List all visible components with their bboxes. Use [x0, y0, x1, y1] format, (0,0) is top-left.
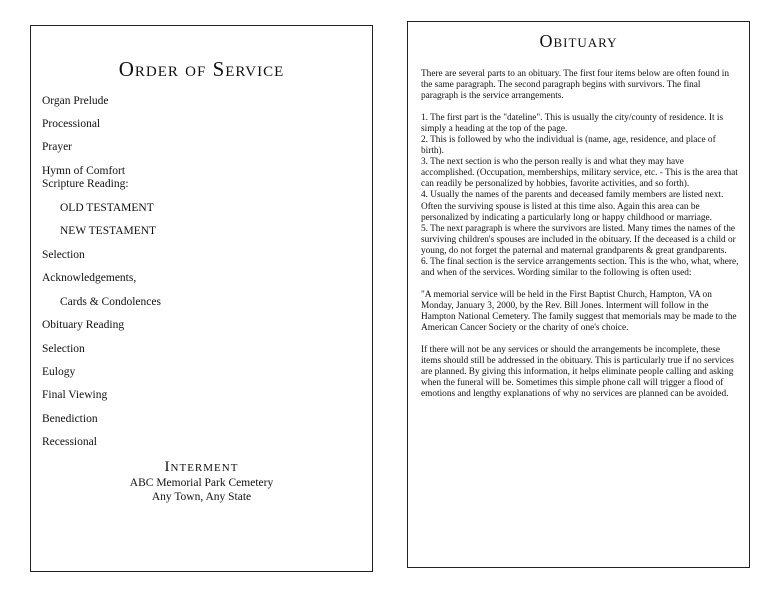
obituary-point: 1. The first part is the "dateline". This is usually the city/county of residence. It is simply a heading at the top of the page.: [421, 113, 724, 135]
interment-heading: Interment: [164, 459, 239, 475]
service-order-item: Eulogy: [42, 366, 76, 378]
interment-location: Any Town, Any State: [151, 491, 252, 503]
service-order-item: NEW TESTAMENT: [60, 225, 157, 237]
service-order-item: Organ Prelude: [42, 95, 109, 107]
obituary-point: 3. The next section is who the person really is and what they may have accomplished. (Occupation, memberships, military service, etc. - This is the area that can readily be personalized by hobbies, favorite activities, and so forth).: [421, 157, 738, 190]
service-order-item: Prayer: [42, 141, 73, 153]
obituary-example-quote: "A memorial service will be held in the First Baptist Church, Hampton, VA on Monday, January 3, 2000, by the Rev. Bill Jones. Interment will follow in the Hampton National Cemetery. The family suggest that memorials may be made to the American Cancer Society or the charity of one's choice.: [421, 289, 737, 333]
service-order-item: Scripture Reading:: [42, 178, 129, 190]
service-order-item: Recessional: [42, 436, 97, 448]
obituary-point: 6. The final section is the service arrangements section. This is the who, what, where, and when of the services. Wording similar to the following is often used:: [421, 256, 739, 278]
obituary-page: [407, 21, 750, 568]
service-order-item: Final Viewing: [42, 389, 108, 401]
service-order-item: OLD TESTAMENT: [60, 202, 154, 214]
order-of-service-page: [30, 25, 373, 572]
service-order-item: Cards & Condolences: [60, 296, 161, 308]
obituary-intro: There are several parts to an obituary. The first four items below are often found in the same paragraph. The second paragraph begins with survivors. The final paragraph is the service arrangements.: [421, 69, 729, 102]
obituary-points: [421, 113, 739, 279]
service-order-item: Acknowledgements,: [42, 272, 137, 284]
service-order-item: Obituary Reading: [42, 319, 125, 331]
service-order-item: Selection: [42, 343, 85, 355]
obituary-closing-paragraph: If there will not be any services or should the arrangements be incomplete, these items should still be addressed in the obituary. This is particularly true if no services are planned. By giving this information, it helps eliminate people calling and asking when the funeral will be. Sometimes this simple phone call will trigger a flood of emotions and lengthy explanations of why no services are planned can be avoided.: [421, 345, 734, 400]
obituary-title: Obituary: [539, 31, 618, 51]
obituary-point: 4. Usually the names of the parents and deceased family members are listed next. Often the surviving spouse is listed at this time also. Again this area can be personalized by indicating a particularly long or happy childhood or marriage.: [421, 190, 724, 223]
service-order-item: Hymn of Comfort: [42, 165, 126, 177]
interment-cemetery: ABC Memorial Park Cemetery: [129, 477, 274, 489]
service-order-item: Selection: [42, 249, 85, 261]
obituary-point: 5. The next paragraph is where the survivors are listed. Many times the names of the surviving children's spouses are included in the obituary. If the deceased is a child or young, do not forget the paternal and maternal grandparents & great grandparents.: [421, 223, 736, 256]
order-of-service-title: Order of Service: [118, 57, 285, 81]
obituary-point: 2. This is followed by who the individual is (name, age, residence, and place of birth).: [421, 135, 716, 157]
obituary-body: [421, 69, 739, 400]
service-order-item: Processional: [42, 118, 101, 130]
service-order-item: Benediction: [42, 413, 98, 425]
